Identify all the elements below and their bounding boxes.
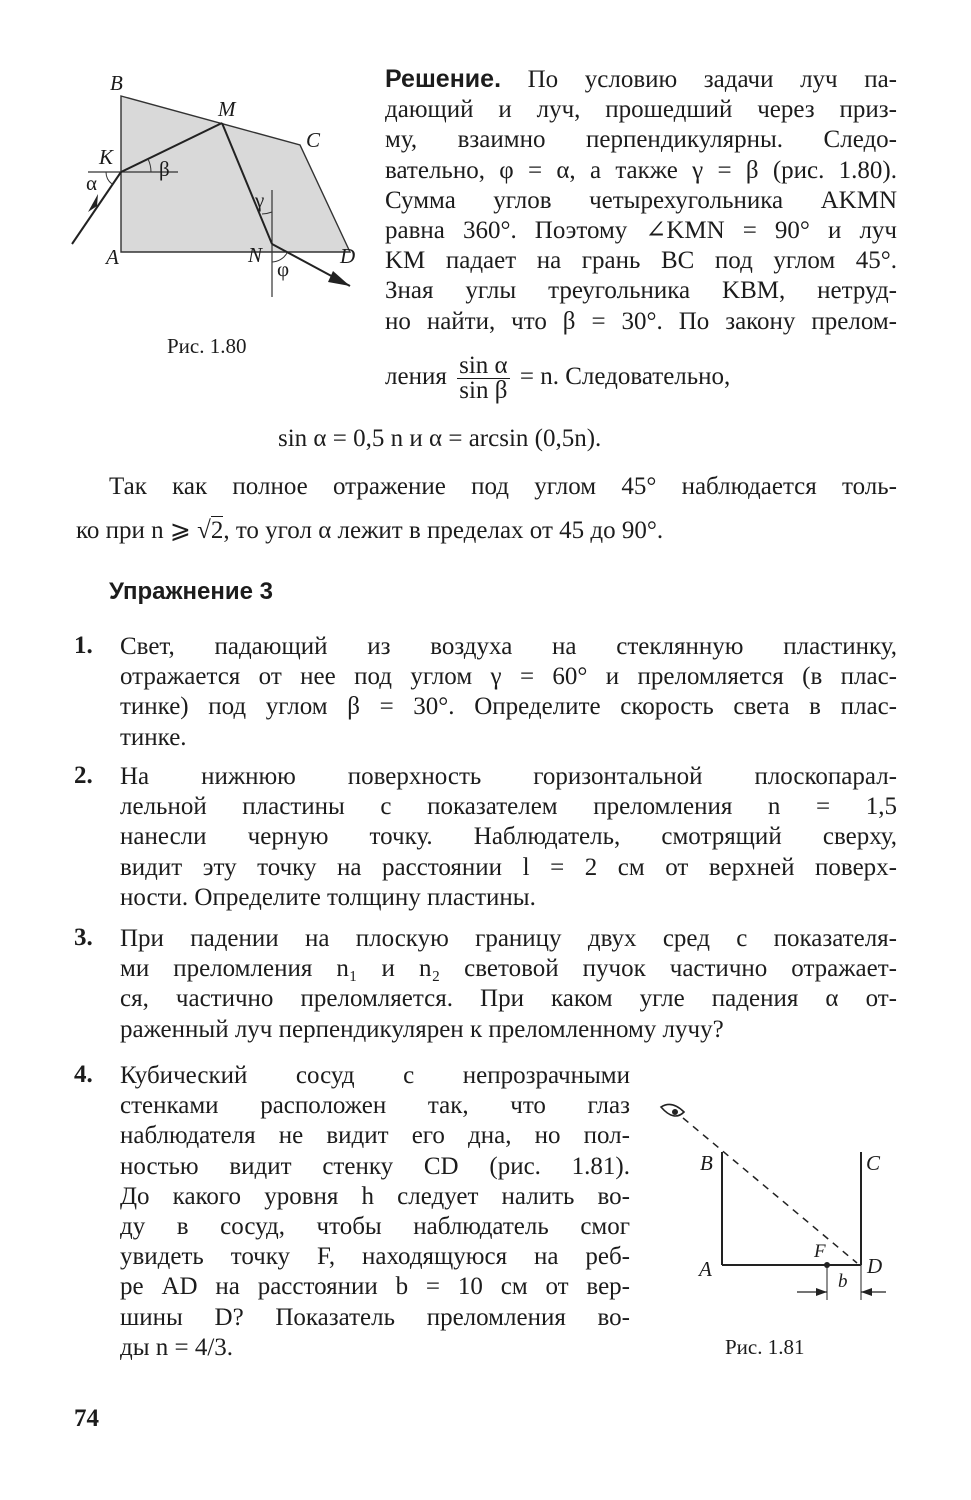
exercise-number: 4. (74, 1061, 93, 1088)
solution-line: но найти, что β = 30°. По закону прелом- (385, 307, 897, 335)
label-K: K (99, 145, 114, 169)
label-F: F (814, 1241, 826, 1262)
solution-line: Зная углы треугольника KBM, нетруд- (385, 277, 897, 305)
solution-line: вательно, φ = α, а также γ = β (рис. 1.80). (385, 156, 897, 184)
exercise-number: 1. (74, 632, 93, 659)
exercise-4-text: Кубический сосуд с непрозрачными стенками расположен так, что глаз наблюдателя не видит его дна, но пол- ностью видит стенку CD (рис. 1.81). До какого уровня h следует налить во- ду в сосуд, чтобы наблюдатель смог увидеть точку F, находящуюся на реб- ре AD на расстоянии b = 10 см от вер- шины D? Показатель преломления во- ды n = 4/3. (120, 1062, 630, 1361)
label-C: C (866, 1151, 881, 1175)
label-alpha: α (86, 171, 98, 195)
solution-heading: Решение. (385, 65, 502, 93)
label-N: N (248, 243, 263, 267)
page-number: 74 (74, 1405, 99, 1432)
solution-line: равна 360°. Поэтому ∠KMN = 90° и луч (385, 217, 897, 245)
solution-block (385, 64, 897, 337)
solution-line: му, взаимно перпендикулярны. Следо- (385, 126, 897, 154)
exercise-2-text: На нижнюю поверхность горизонтальной плоскопарал- лельной пластины с показателем преломления n = 1,5 нанесли черную точку. Наблюдатель, смотрящий сверху, видит эту точку на расстоянии l = 2 см от верхней поверх- ности. Определите толщину пластины. (120, 763, 897, 911)
sight-line (683, 1118, 857, 1263)
eye-icon (661, 1104, 684, 1116)
outgoing-ray-arrow (328, 271, 350, 286)
label-M: M (218, 97, 236, 121)
refraction-law-line: ления $\frac{\text{sin α}}{\text{sin β}}$ = n. Следовательно, (385, 352, 731, 404)
label-A: A (699, 1257, 712, 1281)
dim-arrowhead-left (816, 1288, 827, 1296)
solution-line: дающий и луч, прошедший через приз- (385, 96, 897, 124)
label-D: D (867, 1254, 883, 1278)
exercise-title: Упражнение 3 (109, 578, 273, 605)
figure-1-81 (650, 1090, 900, 1310)
fig-1-80-caption: Рис. 1.80 (167, 334, 247, 358)
label-B: B (700, 1151, 713, 1175)
prism-shape (121, 96, 350, 252)
label-A: A (106, 245, 119, 269)
sqrt-symbol: √ (197, 517, 211, 545)
angle-range-paragraph: Так как полное отражение под углом 45° наблюдается толь- ко при n ⩾ √2, то угол α лежит в пределах от 45 до 90°. (76, 473, 897, 545)
label-beta: β (159, 157, 170, 181)
eye-pupil (672, 1109, 678, 1115)
exercise-3-text: При падении на плоскую границу двух сред с показателя- ми преломления n₁ и n₂ световой пучок частично отражает- ся, частично преломляется. При каком угле падения α от- раженный луч перпендикулярен к преломленному лучу? (120, 925, 897, 1043)
exercise-number: 3. (74, 924, 93, 951)
label-gamma: γ (255, 188, 265, 212)
figure-1-80 (60, 65, 360, 305)
solution-line: Решение. По условию задачи луч па- (385, 65, 898, 93)
sine-fraction: $\frac{\text{sin α}}{\text{sin β}}$ (459, 352, 508, 404)
result-formula: sin α = 0,5 n и α = arcsin (0,5n). (278, 425, 602, 452)
exercise-number: 2. (74, 762, 93, 789)
label-D: D (340, 244, 356, 268)
label-C: C (306, 128, 321, 152)
label-phi: φ (277, 257, 290, 281)
dim-arrowhead-right (861, 1288, 872, 1296)
fig-1-81-caption: Рис. 1.81 (725, 1335, 805, 1359)
solution-line: KM падает на грань BC под углом 45°. (385, 247, 897, 275)
label-B: B (110, 71, 123, 95)
alpha-arc (106, 172, 112, 184)
exercise-1-text: Свет, падающий из воздуха на стеклянную пластинку, отражается от нее под углом γ = 60° и преломляется (в плас- тинке) под углом β = 30°. Определите скорость света в плас- тинке. (120, 633, 897, 751)
label-b: b (838, 1271, 848, 1292)
solution-line: Сумма углов четырехугольника AKMN (385, 186, 897, 214)
